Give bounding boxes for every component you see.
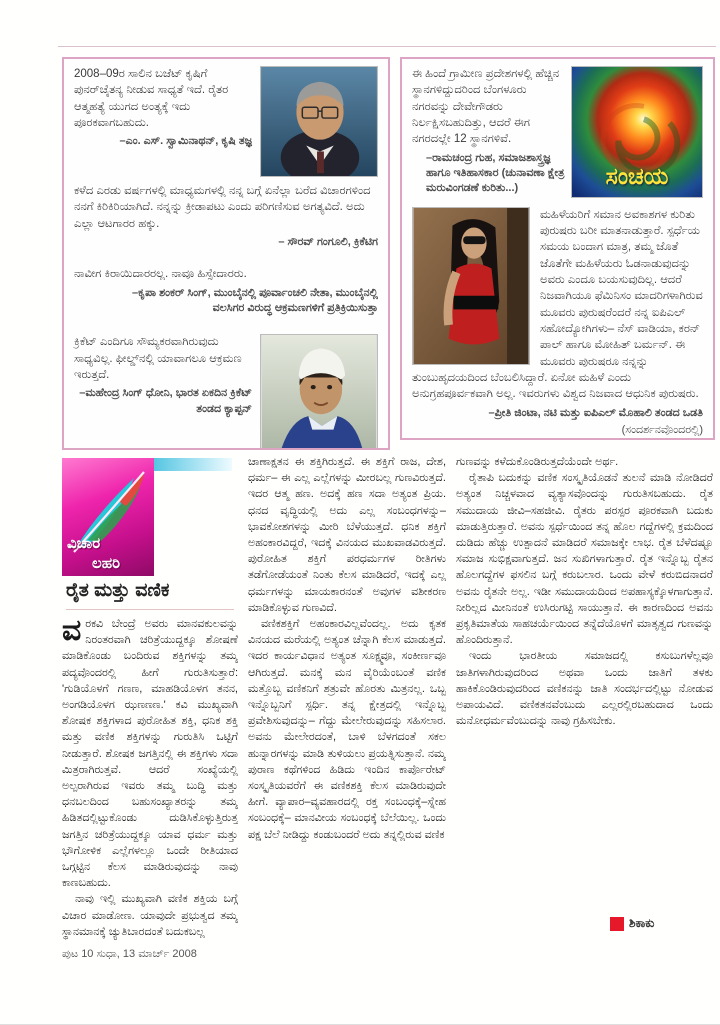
portrait-man-glasses (261, 67, 377, 176)
article-paragraph: ಗುಣವನ್ನು ಕಳೆದುಕೊಂಡಿರುತ್ತದೆಯೆಂದೇ ಅರ್ಥ. (456, 456, 619, 468)
portrait-cricketer-cap (261, 335, 377, 449)
article-paragraph: ಇಂದು ಭಾರತೀಯ ಸಮಾಜದಲ್ಲಿ ಕಸುಬುಗಳೆಲ್ಲವೂ ಜಾತಿಗಳಾಗಿರುವುದರಿಂದ ಅಥವಾ ಒಂದು ಜಾತಿಗೆ ತಳಕು ಹಾಕಿಕೊಂಡಿರುವುದರಿಂದ ವಣಿಕನನ್ನು ಜಾತಿ ಸಂದರ್ಭದಲ್ಲಿಟ್ಟು ನೋಡುವ ಅಪಾಯವಿದೆ. ವಣಿಕತನವೆಂಬುದು ಎಲ್ಲರಲ್ಲಿರಬಹುದಾದ ಒಂದು ಮನೋಧರ್ಮವೆಂಬುದನ್ನು ನಾವು ಗ್ರಹಿಸಬೇಕು. (456, 650, 713, 728)
article-paragraph: ರೈತಾಪಿ ಬದುಕನ್ನು ವಣಿಕ ಸಂಸ್ಕೃತಿಯೊಡನೆ ತುಲನೆ ಮಾಡಿ ನೋಡಿದರೆ ಅತ್ಯಂತ ನಿಚ್ಚಳವಾದ ವ್ಯತ್ಯಾಸವೊಂದನ್ನು ಗುರುತಿಸಬಹುದು. ರೈತ ಸಮುದಾಯ ಜೀವಿ–ಸಹಜೀವಿ. ರೈತರು ಪರಸ್ಪರ ಪೂರಕವಾಗಿ ಬದುಕು ಮಾಡುತ್ತಿರುತ್ತಾರೆ. ಅವನು ಸ್ಪರ್ಧೆಯಿಂದ ತನ್ನ ಹೊಲ ಗದ್ದೆಗಳಲ್ಲಿ ಕ್ರಮದಿಂದ ದುಡಿದು ಹೆಚ್ಚು ಉತ್ಪಾದನೆ ಮಾಡಿದರೆ ಸಮಾಜಕ್ಕೇ ಲಾಭ. ರೈತ ಬೆಳೆದಷ್ಟೂ ಸಮಾಜ ಸುಭಿಕ್ಷವಾಗುತ್ತದೆ. ಜನ ಸುಖಿಗಳಾಗುತ್ತಾರೆ. ರೈತ ಇನ್ನೊಬ್ಬ ರೈತನ ಹೊಲಗದ್ದೆಗಳ ಫಸಲಿನ ಬಗ್ಗೆ ಕರುಬಲಾರ. ಒಂದು ವೇಳೆ ಕರುಬಿದನಾದರೆ ಅವನು ರೈತನೇ ಅಲ್ಲ. ಇಡೀ ಸಮುದಾಯದಿಂದ ಅಪಹಾಸ್ಯಕ್ಕೊಳಗಾಗುತ್ತಾನೆ. ನೀರಿಲ್ಲದ ಮೀನಿನಂತೆ ಉಸಿರುಗಟ್ಟಿ ಸಾಯುತ್ತಾನೆ. ಈ ಕಾರಣದಿಂದ ಅವನು ಪ್ರಕೃತಿಮಾತೆಯ ಸಾಹಚರ್ಯೆಯಿಂದ ತನ್ನೆದೆಯೊಳಗೆ ಮಾತೃತ್ವದ ಗುಣವನ್ನು ಹೊಂದಿರುತ್ತಾನೆ. (456, 472, 713, 647)
paragraph-text: ರಕವಿ ಬೇಂದ್ರೆ ಅವರು ಮಾನವಕುಲವನ್ನು ನಿರಂತರವಾಗಿ ಚರಿತ್ರೆಯುದ್ದಕ್ಕೂ ಶೋಷಣೆ ಮಾಡಿಕೊಂಡು ಬಂದಿರುವ ಶಕ್ತಿಗಳನ್ನು ತಮ್ಮ ಪದ್ಯವೊಂದರಲ್ಲಿ ಹೀಗೆ ಗುರುತಿಸುತ್ತಾರೆ: 'ಗುಡಿಯೊಳಗೆ ಗಣಣ, ಮಾಹಡಿಯೊಳಗ ತನನ, ಅಂಗಡಿಯೊಳಗ ಝಣಣಣ.' ಕವಿ ಮುಖ್ಯವಾಗಿ ಶೋಷಕ ಶಕ್ತಿಗಳಾದ ಪುರೋಹಿತ ಶಕ್ತಿ, ಧನಿಕ ಶಕ್ತಿ ಮತ್ತು ವಣಿಕ ಶಕ್ತಿಗಳನ್ನು ಗುರುತಿಸಿ ಒಟ್ಟಿಗೆ ನೀಡುತ್ತಾರೆ. ಶೋಷಕ ಜಗತ್ತಿನಲ್ಲಿ ಈ ಶಕ್ತಿಗಳು ಸದಾ ಮಿತ್ರರಾಗಿರುತ್ತವೆ. ಆದರೆ ಸಂಖ್ಯೆಯಲ್ಲಿ ಅಲ್ಪರಾಗಿರುವ ಇವರು ತಮ್ಮ ಬುದ್ಧಿ ಮತ್ತು ಧನಬಲದಿಂದ ಬಹುಸಂಖ್ಯಾತರನ್ನು ತಮ್ಮ ಹಿಡಿತದಲ್ಲಿಟ್ಟುಕೊಂಡು ದುಡಿಸಿಕೊಳ್ಳುತ್ತಿರುತ್ತ ಜಗತ್ತಿನ ಚರಿತ್ರೆಯುದ್ದಕ್ಕೂ ಯಾವ ಧರ್ಮ ಮತ್ತು ಭೌಗೋಳಿಕ ಎಲ್ಲೆಗಳಲ್ಲೂ ಒಂದೇ ರೀತಿಯಾದ ಒಗ್ಗಟ್ಟಿನ ಕೆಲಸ ಮಾಡಿರುವುದನ್ನು ನಾವು ಕಾಣಬಹುದು. (62, 618, 238, 890)
sanchaya-logo (571, 66, 703, 198)
ms-dhoni-photo (260, 334, 378, 450)
quote-attribution: –ಪ್ರೀತಿ ಜಿಂಟಾ, ನಟಿ ಮತ್ತು ಐಪಿಎಲ್ ಮೊಹಾಲಿ ತಂಡದ ಒಡತಿ (488, 406, 703, 419)
quote-swaminathan (74, 66, 378, 150)
article-column-2 (248, 454, 446, 942)
quote-zinta (412, 207, 703, 439)
sanchaya-logo-label: ಸಂಚಯ (605, 163, 669, 190)
vichara-logo-line1: ವಿಚಾರ (67, 535, 101, 552)
quote-text: ಈ ಹಿಂದೆ ಗ್ರಾಮೀಣ ಪ್ರದೇಶಗಳಲ್ಲಿ ಹೆಚ್ಚಿನ ಸ್ಥಾನಗಳಿದ್ದುದರಿಂದ ಬೆಂಗಳೂರು ನಗರವನ್ನು ದೇವೇಗೌಡರು ನಿರ್ಲಕ್ಷಿಸಬಹುದಿತ್ತು, ಆದರೆ ಈಗ ನಗರದಲ್ಲೇ 12 ಸ್ಥಾನಗಳಿವೆ. (412, 68, 560, 146)
vichara-logo-line2: ಲಹರಿ (92, 555, 121, 572)
end-square-icon (610, 917, 624, 931)
quote-attribution-note: (ಸಂದರ್ಶನವೊಂದರಲ್ಲಿ) (621, 424, 703, 437)
page-footer: ಪುಟ 10 ಸುಧಾ, 13 ಮಾರ್ಚ್ 2008 (62, 948, 197, 960)
vichara-lahari-logo (62, 458, 154, 576)
quotes-box-right (400, 57, 715, 440)
article-title: ರೈತ ಮತ್ತು ವಣಿಕ (66, 580, 234, 610)
quote-attribution: –ಎಂ. ಎಸ್. ಸ್ವಾಮಿನಾಥನ್, ಕೃಷಿ ತಜ್ಞ (119, 135, 252, 148)
quote-ganguly (74, 183, 378, 250)
article-column-1 (62, 616, 238, 942)
quote-attribution: –ಮಹೇಂದ್ರ ಸಿಂಗ್ ಧೋನಿ, ಭಾರತ ಏಕದಿನ ಕ್ರಿಕೆಟ್ ತಂಡದ ಕ್ಯಾಪ್ಟನ್ (79, 387, 252, 415)
article-author: ಶಿಕಾಕು (629, 916, 655, 930)
quote-krupashankar (74, 266, 378, 316)
article-paragraph (62, 616, 238, 891)
top-rule (58, 46, 716, 47)
article-paragraph: ಚಾಣಾಕ್ಷತನ ಈ ಶಕ್ತಿಗಿರುತ್ತದೆ. ಈ ಶಕ್ತಿಗೆ ರಾಜ, ದೇಶ, ಧರ್ಮ– ಈ ಎಲ್ಲ ಎಲ್ಲೆಗಳನ್ನು ಮೀರಬಲ್ಲ ಗುಣವಿರುತ್ತದೆ. ಇದರ ಆತ್ಮ ಹಣ. ಅದಕ್ಕೆ ಹಣ ಸದಾ ಅತ್ಯಂತ ಪ್ರಿಯ. ಧನದ ವೃದ್ಧಿಯಲ್ಲಿ ಅದು ಎಲ್ಲ ಸಂಬಂಧಗಳನ್ನು– ಭಾವಕೋಶಗಳನ್ನು ಮೀರಿ ಬೆಳೆಯುತ್ತದೆ. ಧನಿಕ ಶಕ್ತಿಗೆ ಅಹಂಕಾರವಿದ್ದರೆ, ಇದಕ್ಕೆ ವಿನಯದ ಮುಖವಾಡವಿರುತ್ತದೆ. ಪುರೋಹಿತ ಶಕ್ತಿಗೆ ಪರಧರ್ಮಗಳ ರೀತಿಗಳು ತಡೆಗೋಡೆಯಂತೆ ನಿಂತು ಕೆಲಸ ಮಾಡಿದರೆ, ಇದಕ್ಕೆ ಎಲ್ಲ ಧರ್ಮಗಳನ್ನು ಮಾಯಕಾರನಂತೆ ಅವುಗಳ ವಶೀಕರಣ ಮಾಡಿಕೊಳ್ಳುವ ಗುಣವಿದೆ. (248, 456, 446, 614)
quote-attribution: –ರಾಮಚಂದ್ರ ಗುಹ, ಸಮಾಜಶಾಸ್ತ್ರಜ್ಞ ಹಾಗೂ ಇತಿಹಾಸಕಾರ (ಚುನಾವಣಾ ಕ್ಷೇತ್ರ ಮರುವಿಂಗಡಣೆ ಕುರಿತು...) (426, 151, 565, 195)
quote-text: ಕಳೆದ ಎರಡು ವರ್ಷಗಳಲ್ಲಿ ಮಾಧ್ಯಮಗಳಲ್ಲಿ ನನ್ನ ಬಗ್ಗೆ ಏನೆಲ್ಲಾ ಬರೆದ ವಿಚಾರಗಳಿಂದ ನನಗೆ ಕಿರಿಕಿರಿಯಾಗಿದೆ. ನನ್ನನ್ನು ಕ್ರೀಡಾಪಟು ಎಂದು ಪರಿಗಣಿಸುವ ಅಗತ್ಯವಿದೆ. ಅದು ಎಲ್ಲಾ ಆಟಗಾರರ ಹಕ್ಕು. (74, 185, 371, 230)
quote-attribution: –ಕೃಪಾ ಶಂಕರ್ ಸಿಂಗ್, ಮುಂಬೈನಲ್ಲಿ ಪೂರ್ವಾಂಚಲಿ ನೇತಾ, ಮುಂಬೈನಲ್ಲಿ ವಲಸಿಗರ ವಿರುದ್ಧ ಆಕ್ರಮಣಗಳಿಗೆ ಪ್ರತಿಕ್ರಿಯಿಸುತ್ತಾ (132, 286, 378, 315)
drop-cap: ವ (62, 616, 82, 647)
preity-zinta-photo (412, 207, 530, 365)
quote-dhoni (74, 334, 378, 417)
quotes-box-left (62, 57, 390, 450)
article-end-mark (610, 916, 654, 931)
article-paragraph: ನಾವು ಇಲ್ಲಿ ಮುಖ್ಯವಾಗಿ ವಣಿಕ ಶಕ್ತಿಯ ಬಗ್ಗೆ ವಿಚಾರ ಮಾಡೋಣ. ಯಾವುದೇ ಪ್ರಭುತ್ವದ ತಮ್ಮ ಸ್ಥಾನಮಾನಕ್ಕೆ ಚ್ಯುತಿಬಾರದಂತೆ ಬದುಕಬಲ್ಲ (62, 893, 238, 938)
ms-swaminathan-photo (260, 66, 378, 177)
article-column-3 (456, 454, 713, 869)
woman-red-dress-photo (413, 208, 529, 364)
quote-text: ನಾವೀಗ ಕಿರಾಯಿದಾರರಲ್ಲ. ನಾವೂ ಹಿಸ್ಸೇದಾರರು. (74, 268, 247, 281)
quote-guha (412, 66, 703, 197)
quote-text: 2008–09ರ ಸಾಲಿನ ಬಜೆಟ್ ಕೃಷಿಗೆ ಪುನರ್‌ಚೈತನ್ಯ ನೀಡುವ ಸಾಧ್ಯತೆ ಇದೆ. ರೈತರ ಆತ್ಮಹತ್ಯೆ ಯುಗದ ಅಂತ್ಯಕ್ಕೆ ಇದು ಪೂರಕವಾಗಬಹುದು. (74, 68, 229, 129)
quote-text: ಕ್ರಿಕೆಟ್ ಎಂದಿಗೂ ಸೌಮ್ಯಕರವಾಗಿರುವುದು ಸಾಧ್ಯವಿಲ್ಲ. ಫೀಲ್ಡ್‌ನಲ್ಲಿ ಯಾವಾಗಲೂ ಆಕ್ರಮಣ ಇರುತ್ತದೆ. (74, 336, 242, 382)
logo-gradient-strip (154, 458, 232, 471)
article-paragraph: ವಣಿಕಶಕ್ತಿಗೆ ಅಹಂಕಾರವಿಲ್ಲವೆಂದಲ್ಲ. ಅದು ಕೃತಕ ವಿನಯದ ಮರೆಯಲ್ಲಿ ಅತ್ಯಂತ ಚೆನ್ನಾಗಿ ಕೆಲಸ ಮಾಡುತ್ತದೆ. ಇದರ ಕಾರ್ಯವಿಧಾನ ಅತ್ಯಂತ ಸೂಕ್ಷ್ಮವೂ, ಸಂಕೀರ್ಣವೂ ಆಗಿರುತ್ತದೆ. ಮನಕ್ಕೆ ಮನ ವೈರಿಯೆಂಬಂತೆ ವಣಿಕ ಮತ್ತೊಬ್ಬ ವಣಿಕನಿಗೆ ಶತ್ರುವೇ ಹೊರತು ಮಿತ್ರನಲ್ಲ. ಒಬ್ಬ ಇನ್ನೊಬ್ಬನಿಗೆ ಸ್ಪರ್ಧಿ. ತನ್ನ ಕ್ಷೇತ್ರದಲ್ಲಿ ಇನ್ನೊಬ್ಬ ಪ್ರವೇಶಿಸುವುದನ್ನು– ಗೆದ್ದು ಮೇಲೇರುವುದನ್ನು ಸಹಿಸಲಾರ. ಅವನು ಮೇಲೇರದಂತೆ, ಬಾಳಿ ಬೆಳಗದಂತೆ ಸಕಲ ಹುನ್ನಾರಗಳನ್ನು ಮಾಡಿ ತುಳಿಯಲು ಪ್ರಯತ್ನಿಸುತ್ತಾನೆ. ನಮ್ಮ ಪುರಾಣ ಕಥೆಗಳಿಂದ ಹಿಡಿದು ಇಂದಿನ ಕಾರ್ಪೊರೇಟ್ ಸಂಸ್ಕೃತಿಯವರೆಗೆ ಈ ವಣಿಕಶಕ್ತಿ ಕೆಲಸ ಮಾಡಿರುವುದೇ ಹೀಗೆ. ವ್ಯಾಪಾರ–ವ್ಯವಹಾರದಲ್ಲಿ ರಕ್ತ ಸಂಬಂಧಕ್ಕೆ–ಸ್ನೇಹ ಸಂಬಂಧಕ್ಕೆ– ಮಾನವೀಯ ಸಂಬಂಧಕ್ಕೆ ಬೆಲೆಯಿಲ್ಲ. ಒಂದು ಪಕ್ಷ ಬೆಲೆ ನೀಡಿದ್ದು ಕಂಡುಬಂದರೆ ಅದು ತನ್ನಲ್ಲಿರುವ ವಣಿಕ (248, 618, 446, 841)
quote-attribution: – ಸೌರವ್ ಗಂಗೂಲಿ, ಕ್ರಿಕೆಟಿಗ (278, 235, 378, 248)
quote-text: ಮಹಿಳೆಯರಿಗೆ ಸಮಾನ ಅವಕಾಶಗಳ ಕುರಿತು ಪುರುಷರು ಬರೀ ಮಾತನಾಡುತ್ತಾರೆ. ಸ್ಪರ್ಧೆಯ ಸಮಯ ಬಂದಾಗ ಮಾತ್ರ, ತಮ್ಮ ಜೊತೆ ಜೊತೆಗೇ ಮಹಿಳೆಯರು ಓಡನಾಡುವುದನ್ನು ಅವರು ಎಂದೂ ಬಯಸುವುದಿಲ್ಲ. ಆದರೆ ನಿಜವಾಗಿಯೂ ಫೆಮಿನಿಸಂ ಮಾದರಿಗಳಾಗಿರುವ ಮೂವರು ಪುರುಷರೆಂದರೆ ನನ್ನ ಐಪಿಎಲ್ ಸಹೋದ್ಯೋಗಿಗಳು– ನೆಸ್ ವಾಡಿಯಾ, ಕರನ್ ಪಾಲ್ ಹಾಗೂ ಮೋಹಿತ್ ಬರ್ಮನ್. ಈ ಮೂವರು ಪುರುಷರೂ ನನ್ನನ್ನು ತುಂಬುಹೃದಯದಿಂದ ಬೆಂಬಲಿಸಿದ್ದಾರೆ. ಏನೋ ಮಹಿಳೆ ಎಂದು ಅನುಗ್ರಹಪೂರ್ವಕವಾಗಿ ಅಲ್ಲ. ಇವರುಗಳು ವಿಶ್ವದ ನಿಜವಾದ ಆಧುನಿಕ ಪುರುಷರು. (412, 208, 703, 401)
